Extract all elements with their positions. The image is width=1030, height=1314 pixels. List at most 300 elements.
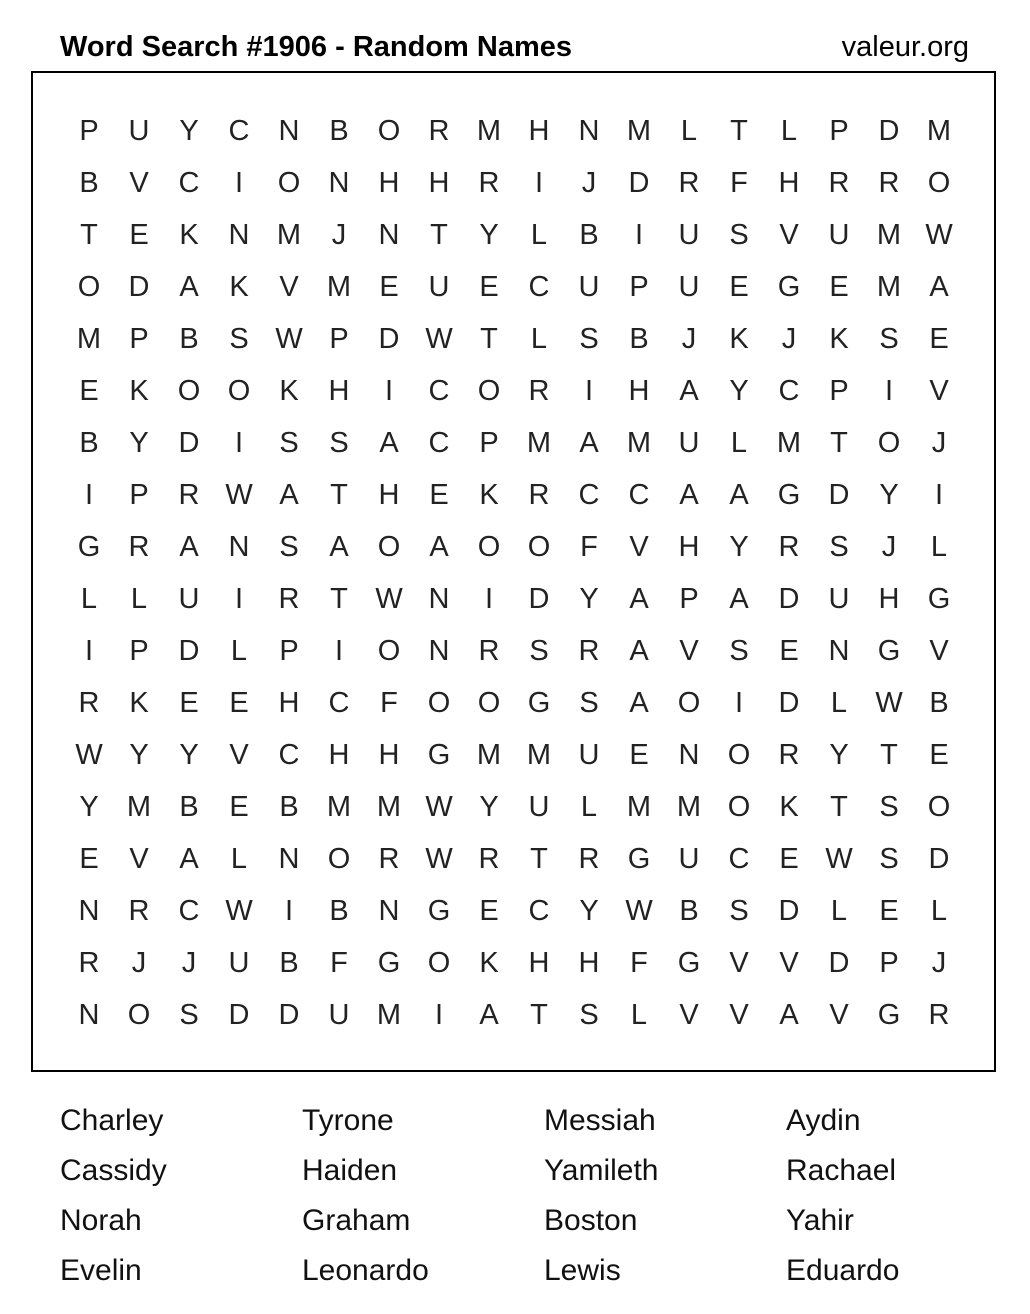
grid-letter[interactable]: D	[528, 582, 550, 615]
grid-letter[interactable]: W	[75, 738, 103, 771]
grid-letter[interactable]: W	[375, 582, 403, 615]
grid-letter[interactable]: K	[479, 478, 499, 511]
grid-letter[interactable]: H	[628, 374, 650, 407]
grid-letter[interactable]: T	[530, 998, 548, 1031]
grid-letter[interactable]: M	[476, 738, 502, 771]
grid-letter[interactable]: D	[878, 114, 900, 147]
grid-letter[interactable]: J	[681, 322, 697, 355]
grid-letter[interactable]: H	[278, 686, 300, 719]
grid-letter[interactable]: O	[477, 374, 501, 407]
grid-letter[interactable]: O	[727, 790, 751, 823]
grid-letter[interactable]: E	[929, 738, 949, 771]
grid-letter[interactable]: P	[679, 582, 699, 615]
grid-letter[interactable]: E	[379, 270, 399, 303]
grid-letter[interactable]: S	[879, 790, 899, 823]
grid-letter[interactable]: S	[279, 530, 299, 563]
grid-letter[interactable]: C	[178, 894, 200, 927]
grid-letter[interactable]: O	[327, 842, 351, 875]
grid-letter[interactable]: Y	[129, 426, 149, 459]
grid-letter[interactable]: B	[279, 946, 299, 979]
grid-letter[interactable]: E	[229, 686, 249, 719]
grid-letter[interactable]: A	[429, 530, 449, 563]
grid-letter[interactable]: M	[676, 790, 702, 823]
grid-letter[interactable]: D	[178, 426, 200, 459]
grid-letter[interactable]: D	[378, 322, 400, 355]
grid-letter[interactable]: S	[229, 322, 249, 355]
grid-letter[interactable]: U	[678, 842, 700, 875]
grid-letter[interactable]: W	[625, 894, 653, 927]
grid-letter[interactable]: I	[934, 478, 944, 511]
grid-letter[interactable]: A	[729, 478, 749, 511]
grid-letter[interactable]: Y	[879, 478, 899, 511]
grid-letter[interactable]: B	[929, 686, 949, 719]
grid-letter[interactable]: V	[279, 270, 299, 303]
grid-letter[interactable]: U	[328, 998, 350, 1031]
grid-letter[interactable]: P	[879, 946, 899, 979]
grid-letter[interactable]: D	[778, 894, 800, 927]
grid-letter[interactable]: R	[278, 582, 300, 615]
grid-letter[interactable]: V	[729, 946, 749, 979]
grid-letter[interactable]: O	[377, 530, 401, 563]
grid-letter[interactable]: O	[477, 530, 501, 563]
grid-letter[interactable]: O	[927, 166, 951, 199]
grid-letter[interactable]: R	[528, 478, 550, 511]
grid-letter[interactable]: K	[129, 374, 149, 407]
grid-letter[interactable]: W	[225, 894, 253, 927]
grid-letter[interactable]: K	[129, 686, 149, 719]
grid-letter[interactable]: K	[279, 374, 299, 407]
grid-letter[interactable]: B	[579, 218, 599, 251]
grid-letter[interactable]: H	[678, 530, 700, 563]
grid-letter[interactable]: C	[278, 738, 300, 771]
grid-letter[interactable]: M	[126, 790, 152, 823]
grid-letter[interactable]: D	[128, 270, 150, 303]
grid-letter[interactable]: I	[634, 218, 644, 251]
grid-letter[interactable]: M	[476, 114, 502, 147]
grid-letter[interactable]: M	[626, 426, 652, 459]
grid-letter[interactable]: I	[234, 426, 244, 459]
grid-letter[interactable]: E	[779, 634, 799, 667]
grid-letter[interactable]: R	[428, 114, 450, 147]
grid-letter[interactable]: D	[928, 842, 950, 875]
grid-letter[interactable]: U	[228, 946, 250, 979]
grid-letter[interactable]: T	[430, 218, 448, 251]
grid-letter[interactable]: I	[234, 166, 244, 199]
grid-letter[interactable]: N	[328, 166, 350, 199]
grid-letter[interactable]: A	[179, 842, 199, 875]
grid-letter[interactable]: R	[778, 530, 800, 563]
grid-letter[interactable]: C	[778, 374, 800, 407]
grid-letter[interactable]: L	[530, 322, 548, 355]
grid-letter[interactable]: T	[880, 738, 898, 771]
grid-letter[interactable]: A	[479, 998, 499, 1031]
grid-letter[interactable]: L	[580, 790, 598, 823]
grid-letter[interactable]: I	[484, 582, 494, 615]
grid-letter[interactable]: G	[877, 634, 901, 667]
grid-letter[interactable]: W	[425, 322, 453, 355]
grid-letter[interactable]: E	[79, 374, 99, 407]
grid-letter[interactable]: A	[779, 998, 799, 1031]
grid-letter[interactable]: U	[578, 270, 600, 303]
grid-letter[interactable]: D	[628, 166, 650, 199]
grid-letter[interactable]: F	[380, 686, 398, 719]
grid-letter[interactable]: R	[928, 998, 950, 1031]
grid-letter[interactable]: R	[828, 166, 850, 199]
grid-letter[interactable]: V	[779, 218, 799, 251]
grid-letter[interactable]: F	[630, 946, 648, 979]
grid-letter[interactable]: D	[178, 634, 200, 667]
grid-letter[interactable]: K	[829, 322, 849, 355]
grid-letter[interactable]: L	[830, 894, 848, 927]
grid-letter[interactable]: P	[829, 374, 849, 407]
grid-letter[interactable]: B	[179, 790, 199, 823]
grid-letter[interactable]: V	[829, 998, 849, 1031]
grid-letter[interactable]: L	[230, 634, 248, 667]
grid-letter[interactable]: I	[584, 374, 594, 407]
grid-letter[interactable]: V	[229, 738, 249, 771]
grid-letter[interactable]: Y	[179, 114, 199, 147]
grid-letter[interactable]: A	[679, 374, 699, 407]
grid-letter[interactable]: R	[778, 738, 800, 771]
grid-letter[interactable]: I	[284, 894, 294, 927]
grid-letter[interactable]: L	[130, 582, 148, 615]
grid-letter[interactable]: G	[677, 946, 701, 979]
grid-letter[interactable]: H	[528, 946, 550, 979]
grid-letter[interactable]: E	[229, 790, 249, 823]
grid-letter[interactable]: O	[727, 738, 751, 771]
grid-letter[interactable]: G	[77, 530, 101, 563]
grid-letter[interactable]: E	[429, 478, 449, 511]
grid-letter[interactable]: A	[629, 686, 649, 719]
grid-letter[interactable]: O	[77, 270, 101, 303]
grid-letter[interactable]: R	[478, 166, 500, 199]
grid-letter[interactable]: U	[828, 218, 850, 251]
grid-letter[interactable]: N	[578, 114, 600, 147]
grid-letter[interactable]: H	[878, 582, 900, 615]
grid-letter[interactable]: S	[179, 998, 199, 1031]
grid-letter[interactable]: E	[929, 322, 949, 355]
grid-letter[interactable]: P	[129, 322, 149, 355]
grid-letter[interactable]: A	[929, 270, 949, 303]
grid-letter[interactable]: E	[829, 270, 849, 303]
grid-letter[interactable]: J	[131, 946, 147, 979]
grid-letter[interactable]: I	[84, 634, 94, 667]
grid-letter[interactable]: H	[378, 738, 400, 771]
grid-letter[interactable]: O	[877, 426, 901, 459]
grid-letter[interactable]: Y	[579, 582, 599, 615]
grid-letter[interactable]: O	[427, 686, 451, 719]
grid-letter[interactable]: N	[828, 634, 850, 667]
grid-letter[interactable]: M	[376, 790, 402, 823]
grid-letter[interactable]: O	[477, 686, 501, 719]
grid-letter[interactable]: B	[79, 426, 99, 459]
grid-letter[interactable]: W	[825, 842, 853, 875]
grid-letter[interactable]: G	[427, 738, 451, 771]
grid-letter[interactable]: N	[78, 894, 100, 927]
grid-letter[interactable]: S	[579, 686, 599, 719]
grid-letter[interactable]: E	[129, 218, 149, 251]
grid-letter[interactable]: C	[628, 478, 650, 511]
grid-letter[interactable]: A	[679, 478, 699, 511]
grid-letter[interactable]: J	[181, 946, 197, 979]
grid-letter[interactable]: Y	[479, 218, 499, 251]
grid-letter[interactable]: N	[78, 998, 100, 1031]
grid-letter[interactable]: V	[629, 530, 649, 563]
grid-letter[interactable]: C	[428, 426, 450, 459]
grid-letter[interactable]: M	[276, 218, 302, 251]
grid-letter[interactable]: S	[279, 426, 299, 459]
grid-letter[interactable]: J	[331, 218, 347, 251]
grid-letter[interactable]: M	[526, 738, 552, 771]
grid-letter[interactable]: R	[878, 166, 900, 199]
grid-letter[interactable]: U	[528, 790, 550, 823]
grid-letter[interactable]: R	[128, 530, 150, 563]
grid-letter[interactable]: N	[378, 218, 400, 251]
grid-letter[interactable]: U	[678, 218, 700, 251]
grid-letter[interactable]: G	[427, 894, 451, 927]
grid-letter[interactable]: I	[884, 374, 894, 407]
grid-letter[interactable]: W	[875, 686, 903, 719]
grid-letter[interactable]: C	[328, 686, 350, 719]
grid-letter[interactable]: G	[877, 998, 901, 1031]
grid-letter[interactable]: T	[830, 790, 848, 823]
grid-letter[interactable]: K	[179, 218, 199, 251]
grid-letter[interactable]: I	[234, 582, 244, 615]
grid-letter[interactable]: A	[579, 426, 599, 459]
grid-letter[interactable]: U	[828, 582, 850, 615]
grid-letter[interactable]: G	[627, 842, 651, 875]
grid-letter[interactable]: E	[479, 894, 499, 927]
grid-letter[interactable]: O	[127, 998, 151, 1031]
grid-letter[interactable]: F	[580, 530, 598, 563]
grid-letter[interactable]: A	[279, 478, 299, 511]
grid-letter[interactable]: G	[527, 686, 551, 719]
grid-letter[interactable]: T	[80, 218, 98, 251]
grid-letter[interactable]: F	[730, 166, 748, 199]
grid-letter[interactable]: D	[828, 946, 850, 979]
grid-letter[interactable]: V	[929, 374, 949, 407]
grid-letter[interactable]: S	[879, 322, 899, 355]
grid-letter[interactable]: L	[830, 686, 848, 719]
grid-letter[interactable]: L	[530, 218, 548, 251]
grid-letter[interactable]: O	[227, 374, 251, 407]
grid-letter[interactable]: E	[879, 894, 899, 927]
grid-letter[interactable]: V	[779, 946, 799, 979]
grid-letter[interactable]: D	[828, 478, 850, 511]
grid-letter[interactable]: C	[528, 270, 550, 303]
grid-letter[interactable]: N	[278, 842, 300, 875]
grid-letter[interactable]: D	[228, 998, 250, 1031]
grid-letter[interactable]: H	[328, 738, 350, 771]
grid-letter[interactable]: S	[729, 894, 749, 927]
grid-letter[interactable]: U	[678, 426, 700, 459]
grid-letter[interactable]: P	[79, 114, 99, 147]
grid-letter[interactable]: R	[128, 894, 150, 927]
grid-letter[interactable]: L	[80, 582, 98, 615]
grid-letter[interactable]: R	[528, 374, 550, 407]
grid-letter[interactable]: H	[578, 946, 600, 979]
grid-letter[interactable]: A	[329, 530, 349, 563]
grid-letter[interactable]: U	[178, 582, 200, 615]
grid-letter[interactable]: L	[930, 894, 948, 927]
grid-letter[interactable]: N	[428, 634, 450, 667]
grid-letter[interactable]: S	[879, 842, 899, 875]
grid-letter[interactable]: B	[679, 894, 699, 927]
grid-letter[interactable]: O	[277, 166, 301, 199]
grid-letter[interactable]: M	[376, 998, 402, 1031]
grid-letter[interactable]: B	[179, 322, 199, 355]
grid-letter[interactable]: G	[777, 478, 801, 511]
grid-letter[interactable]: M	[326, 790, 352, 823]
grid-letter[interactable]: J	[931, 946, 947, 979]
grid-letter[interactable]: B	[629, 322, 649, 355]
grid-letter[interactable]: I	[384, 374, 394, 407]
grid-letter[interactable]: M	[626, 114, 652, 147]
grid-letter[interactable]: Y	[79, 790, 99, 823]
grid-letter[interactable]: G	[777, 270, 801, 303]
grid-letter[interactable]: S	[529, 634, 549, 667]
grid-letter[interactable]: M	[876, 270, 902, 303]
grid-letter[interactable]: T	[330, 582, 348, 615]
grid-letter[interactable]: L	[630, 998, 648, 1031]
grid-letter[interactable]: Y	[579, 894, 599, 927]
grid-letter[interactable]: C	[178, 166, 200, 199]
grid-letter[interactable]: U	[678, 270, 700, 303]
grid-letter[interactable]: M	[876, 218, 902, 251]
grid-letter[interactable]: K	[479, 946, 499, 979]
grid-letter[interactable]: C	[578, 478, 600, 511]
grid-letter[interactable]: R	[178, 478, 200, 511]
grid-letter[interactable]: M	[926, 114, 952, 147]
grid-letter[interactable]: I	[334, 634, 344, 667]
grid-letter[interactable]: K	[229, 270, 249, 303]
grid-letter[interactable]: S	[729, 634, 749, 667]
grid-letter[interactable]: V	[679, 634, 699, 667]
grid-letter[interactable]: P	[829, 114, 849, 147]
grid-letter[interactable]: N	[228, 530, 250, 563]
grid-letter[interactable]: F	[330, 946, 348, 979]
grid-letter[interactable]: R	[578, 842, 600, 875]
grid-letter[interactable]: J	[881, 530, 897, 563]
grid-letter[interactable]: N	[278, 114, 300, 147]
grid-letter[interactable]: J	[781, 322, 797, 355]
grid-letter[interactable]: C	[528, 894, 550, 927]
grid-letter[interactable]: O	[177, 374, 201, 407]
grid-letter[interactable]: D	[778, 582, 800, 615]
grid-letter[interactable]: L	[730, 426, 748, 459]
grid-letter[interactable]: R	[378, 842, 400, 875]
grid-letter[interactable]: R	[78, 686, 100, 719]
grid-letter[interactable]: G	[927, 582, 951, 615]
grid-letter[interactable]: U	[578, 738, 600, 771]
grid-letter[interactable]: S	[729, 218, 749, 251]
grid-letter[interactable]: R	[578, 634, 600, 667]
grid-letter[interactable]: V	[929, 634, 949, 667]
grid-letter[interactable]: M	[76, 322, 102, 355]
grid-letter[interactable]: S	[829, 530, 849, 563]
grid-letter[interactable]: M	[526, 426, 552, 459]
grid-letter[interactable]: T	[480, 322, 498, 355]
grid-letter[interactable]: K	[729, 322, 749, 355]
grid-letter[interactable]: T	[330, 478, 348, 511]
grid-letter[interactable]: S	[579, 998, 599, 1031]
grid-letter[interactable]: D	[278, 998, 300, 1031]
grid-letter[interactable]: O	[677, 686, 701, 719]
grid-letter[interactable]: V	[729, 998, 749, 1031]
grid-letter[interactable]: W	[925, 218, 953, 251]
grid-letter[interactable]: A	[629, 634, 649, 667]
grid-letter[interactable]: M	[776, 426, 802, 459]
grid-letter[interactable]: N	[428, 582, 450, 615]
grid-letter[interactable]: N	[378, 894, 400, 927]
grid-letter[interactable]: T	[830, 426, 848, 459]
grid-letter[interactable]: O	[527, 530, 551, 563]
grid-letter[interactable]: O	[927, 790, 951, 823]
grid-letter[interactable]: Y	[729, 530, 749, 563]
grid-letter[interactable]: W	[225, 478, 253, 511]
grid-letter[interactable]: G	[377, 946, 401, 979]
grid-letter[interactable]: L	[780, 114, 798, 147]
grid-letter[interactable]: W	[425, 842, 453, 875]
grid-letter[interactable]: O	[377, 114, 401, 147]
grid-letter[interactable]: E	[179, 686, 199, 719]
grid-letter[interactable]: P	[629, 270, 649, 303]
grid-letter[interactable]: H	[378, 166, 400, 199]
grid-letter[interactable]: K	[779, 790, 799, 823]
grid-letter[interactable]: B	[329, 114, 349, 147]
grid-letter[interactable]: B	[79, 166, 99, 199]
grid-letter[interactable]: U	[428, 270, 450, 303]
grid-letter[interactable]: L	[930, 530, 948, 563]
grid-letter[interactable]: V	[129, 166, 149, 199]
grid-letter[interactable]: P	[129, 478, 149, 511]
grid-letter[interactable]: M	[626, 790, 652, 823]
grid-letter[interactable]: I	[734, 686, 744, 719]
grid-letter[interactable]: P	[279, 634, 299, 667]
grid-letter[interactable]: U	[128, 114, 150, 147]
grid-letter[interactable]: V	[129, 842, 149, 875]
grid-letter[interactable]: A	[379, 426, 399, 459]
grid-letter[interactable]: Y	[129, 738, 149, 771]
grid-letter[interactable]: H	[778, 166, 800, 199]
grid-letter[interactable]: S	[579, 322, 599, 355]
grid-letter[interactable]: A	[179, 530, 199, 563]
grid-letter[interactable]: N	[228, 218, 250, 251]
grid-letter[interactable]: T	[730, 114, 748, 147]
grid-letter[interactable]: O	[377, 634, 401, 667]
grid-letter[interactable]: A	[729, 582, 749, 615]
grid-letter[interactable]: R	[678, 166, 700, 199]
grid-letter[interactable]: O	[427, 946, 451, 979]
grid-letter[interactable]: W	[275, 322, 303, 355]
grid-letter[interactable]: L	[680, 114, 698, 147]
grid-letter[interactable]: C	[228, 114, 250, 147]
grid-letter[interactable]: H	[428, 166, 450, 199]
grid-letter[interactable]: C	[728, 842, 750, 875]
grid-letter[interactable]: A	[179, 270, 199, 303]
grid-letter[interactable]: R	[78, 946, 100, 979]
grid-letter[interactable]: H	[378, 478, 400, 511]
grid-letter[interactable]: P	[129, 634, 149, 667]
grid-letter[interactable]: E	[79, 842, 99, 875]
grid-letter[interactable]: J	[931, 426, 947, 459]
grid-letter[interactable]: C	[428, 374, 450, 407]
grid-letter[interactable]: Y	[179, 738, 199, 771]
grid-letter[interactable]: Y	[829, 738, 849, 771]
grid-letter[interactable]: E	[729, 270, 749, 303]
grid-letter[interactable]: E	[779, 842, 799, 875]
grid-letter[interactable]: V	[679, 998, 699, 1031]
